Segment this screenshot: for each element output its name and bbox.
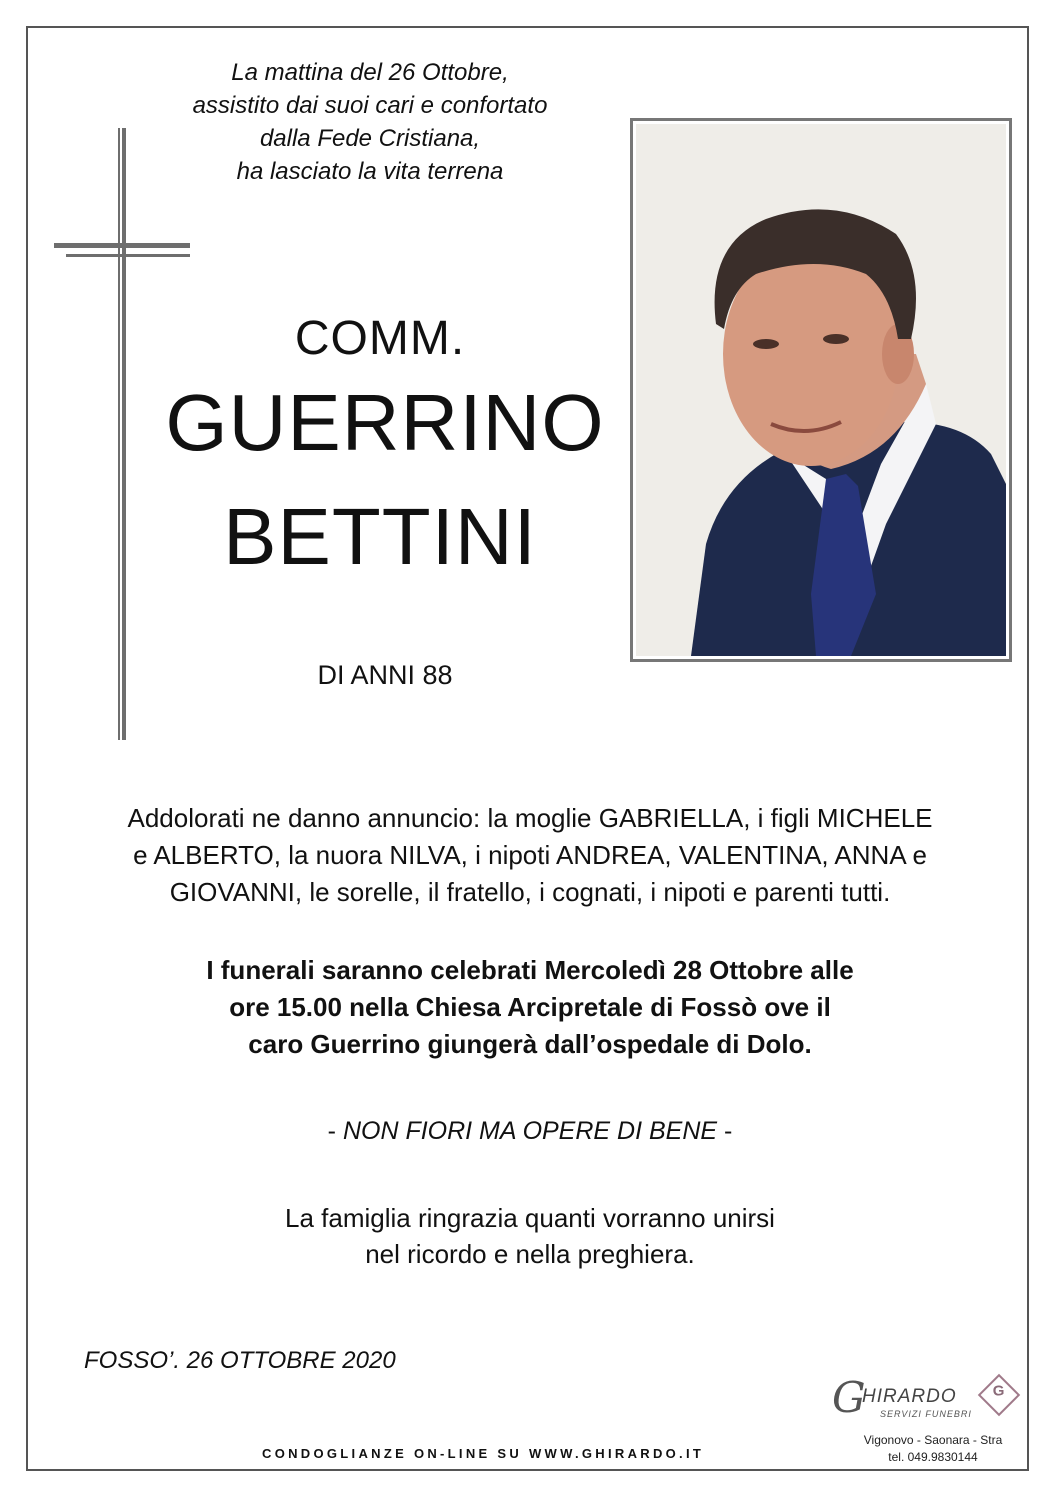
funeral-home-logo — [832, 1373, 1022, 1426]
last-name: BETTINI — [223, 492, 537, 581]
portrait-image — [636, 124, 1006, 656]
funeral-details — [80, 952, 980, 1063]
honorific-title: COMM. — [294, 312, 466, 365]
funeral-home-contacts — [843, 1432, 1023, 1466]
intro-line: dalla Fede Cristiana, — [259, 125, 481, 152]
no-flowers-text: NON FIORI MA OPERE DI BENE — [342, 1117, 718, 1145]
portrait-photo — [630, 118, 1012, 662]
logo-badge-icon: G — [978, 1374, 1020, 1416]
place-date: FOSSO’. 26 OTTOBRE 2020 — [84, 1347, 396, 1374]
age-text: DI ANNI 88 — [317, 660, 453, 690]
logo-name: HIRARDO — [862, 1386, 957, 1407]
announcement-line: GIOVANNI, le sorelle, il fratello, i cognati, i nipoti e parenti tutti. — [169, 877, 891, 907]
family-announcement — [60, 800, 1000, 911]
first-name: GUERRINO — [165, 378, 605, 467]
intro-line: La mattina del 26 Ottobre, — [231, 59, 509, 86]
announcement-line: Addolorati ne danno annuncio: la moglie GABRIELLA, i figli MICHELE — [127, 803, 933, 833]
branch-locations: Vigonovo - Saonara - Stra — [863, 1433, 1003, 1447]
intro-text — [130, 56, 610, 188]
thanks-line: La famiglia ringrazia quanti vorranno unirsi — [285, 1203, 775, 1233]
phone-number: tel. 049.9830144 — [888, 1450, 978, 1464]
funeral-line: ore 15.00 nella Chiesa Arcipretale di Fossò ove il — [229, 992, 831, 1022]
funeral-line: I funerali saranno celebrati Mercoledì 28 Ottobre alle — [206, 955, 854, 985]
logo-initial: G — [832, 1373, 866, 1422]
intro-line: ha lasciato la vita terrena — [236, 158, 504, 185]
thanks-note — [180, 1200, 880, 1272]
funeral-line: caro Guerrino giungerà dall’ospedale di Dolo. — [248, 1029, 812, 1059]
intro-line: assistito dai suoi cari e confortato — [192, 92, 548, 119]
thanks-line: nel ricordo e nella preghiera. — [365, 1239, 695, 1269]
no-flowers-note: - NON FIORI MA OPERE DI BENE - — [327, 1117, 733, 1145]
announcement-line: e ALBERTO, la nuora NILVA, i nipoti ANDREA, VALENTINA, ANNA e — [133, 840, 927, 870]
logo-subtitle: SERVIZI FUNEBRI — [880, 1409, 972, 1419]
online-condolences-footer: CONDOGLIANZE ON-LINE SU WWW.GHIRARDO.IT — [262, 1446, 705, 1461]
